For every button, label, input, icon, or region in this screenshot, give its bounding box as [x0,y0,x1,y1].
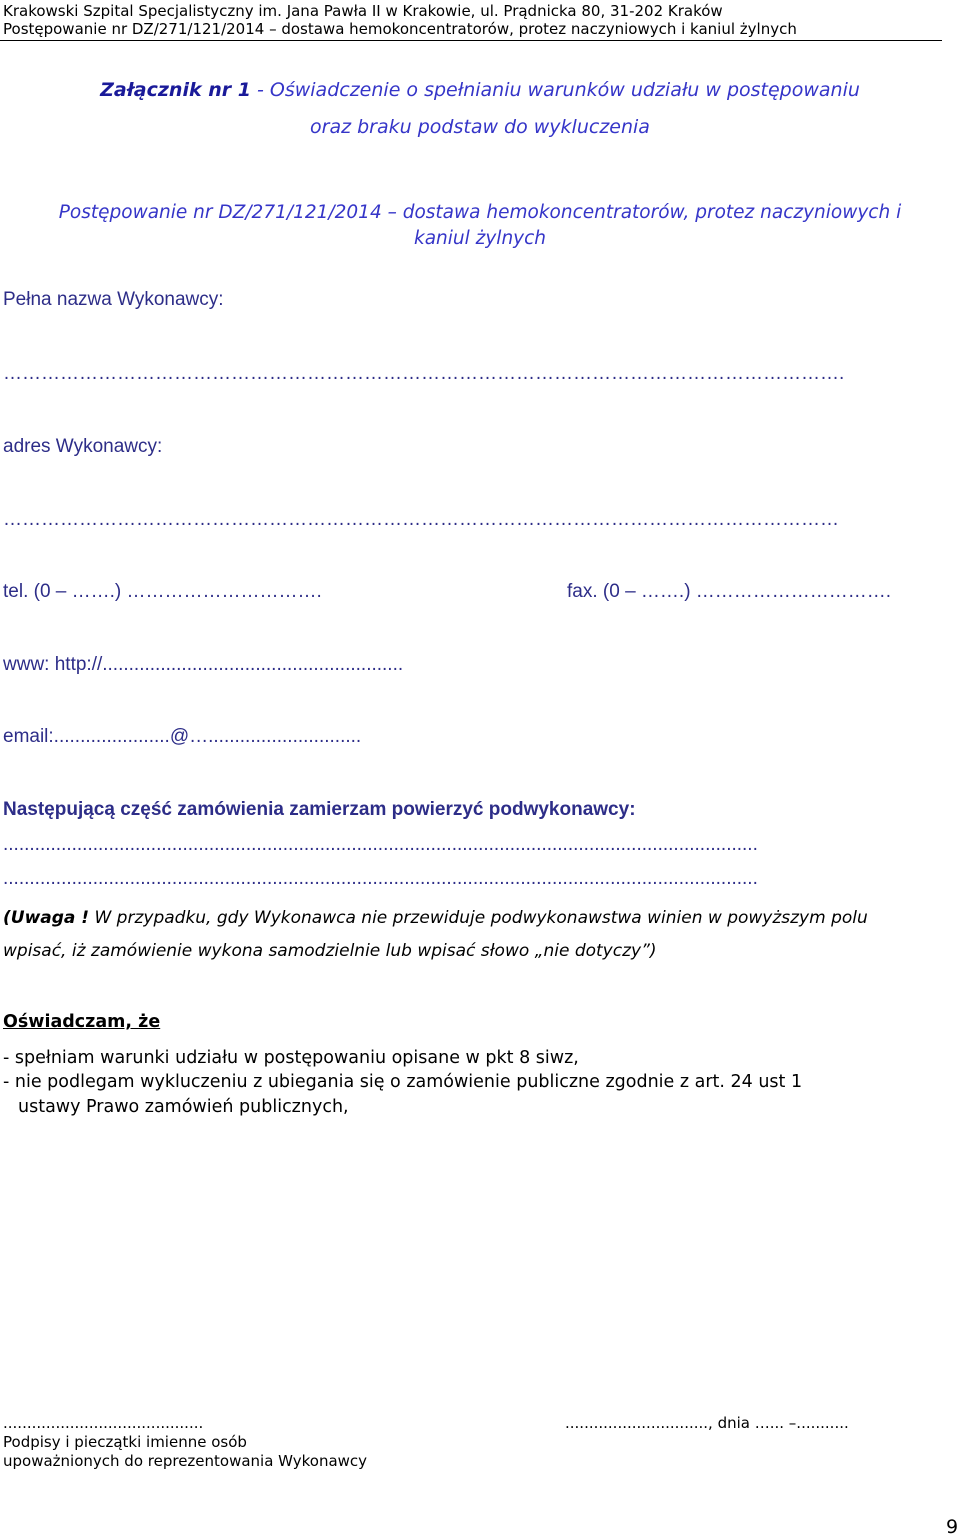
procedure-line-1: Postępowanie nr DZ/271/121/2014 – dostawa hemokoncentratorów, protez naczyniowych i [58,202,902,223]
full-name-field[interactable]: ……………………………………………………………………………………………………………………. [3,363,845,384]
signature-caption-line-1: Podpisy i pieczątki imienne osób [3,1433,247,1451]
subcontract-heading: Następującą część zamówienia zamierzam powierzyć podwykonawcy: [3,799,636,820]
subcontract-field-line-1[interactable]: ............................................................................................................................................... [3,834,758,855]
header-divider [0,40,942,41]
website-field[interactable]: www: http://......................................................... [3,654,404,675]
document-title-line-1 [0,79,960,101]
attachment-label: Załącznik nr 1 [100,79,251,101]
address-label: adres Wykonawcy: [3,436,163,457]
header-line-1: Krakowski Szpital Specjalistyczny im. Jana Pawła II w Krakowie, ul. Prądnicka 80, 31-202 Kraków [3,2,723,20]
declaration-item-1: - spełniam warunki udziału w postępowaniu opisane w pkt 8 siwz, [3,1048,579,1068]
declaration-item-2-line-1: - nie podlegam wykluczeniu z ubiegania się o zamówienie publiczne zgodnie z art. 24 ust 1 [3,1072,803,1092]
full-name-label: Pełna nazwa Wykonawcy: [3,289,224,310]
address-field[interactable]: …………………………………………………………………………………………………………………… [3,509,839,530]
signature-caption-line-2: upoważnionych do reprezentowania Wykonawcy [3,1452,368,1470]
signature-dots[interactable]: .......................................... [3,1414,204,1432]
declaration-item-2-line-2: ustawy Prawo zamówień publicznych, [18,1097,349,1117]
header-line-2: Postępowanie nr DZ/271/121/2014 – dostawa hemokoncentratorów, protez naczyniowych i kaniul żylnych [3,20,797,38]
page-number: 9 [946,1516,959,1538]
phone-field[interactable]: tel. (0 – …….) …………………………. [3,581,322,602]
note-label: (Uwaga ! [3,908,90,928]
title-rest: - Oświadczenie o spełnianiu warunków udziału w postępowaniu [250,79,860,101]
note-line-1 [3,908,868,928]
fax-field[interactable]: fax. (0 – …….) …………………………. [567,581,892,602]
declaration-heading: Oświadczam, że [3,1012,161,1032]
procedure-line-2: kaniul żylnych [413,228,547,249]
document-title-line-2: oraz braku podstaw do wykluczenia [310,116,650,138]
note-text: W przypadku, gdy Wykonawca nie przewiduje podwykonawstwa winien w powyższym polu [89,908,868,928]
email-field[interactable]: email:......................@…............................. [3,726,362,747]
date-field[interactable]: .............................., dnia …... –........... [565,1414,849,1432]
note-line-2: wpisać, iż zamówienie wykona samodzielnie lub wpisać słowo „nie dotyczy”) [3,941,657,961]
subcontract-field-line-2[interactable]: ............................................................................................................................................... [3,868,758,889]
